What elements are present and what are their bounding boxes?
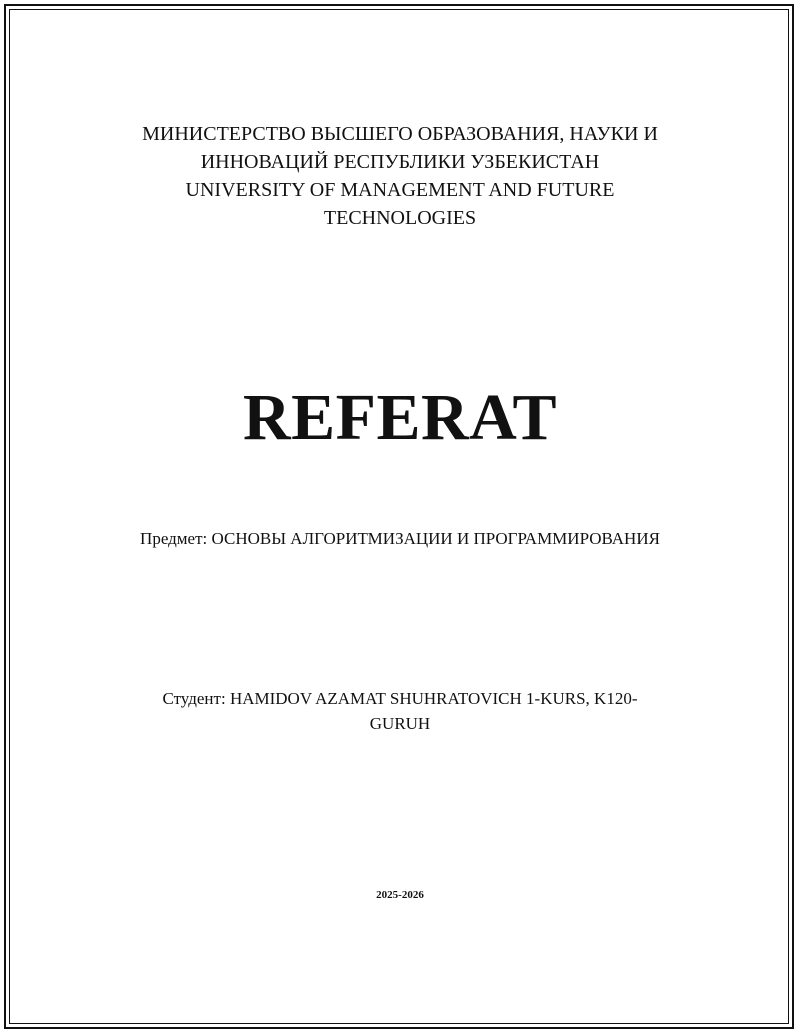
student-value-line-1: HAMIDOV AZAMAT SHUHRATOVICH 1-KURS, K120-: [229, 689, 638, 708]
student-value-line-2: GURUH: [369, 714, 431, 733]
student-block: [0, 686, 800, 736]
institution-header: [0, 120, 800, 232]
subject-value: ОСНОВЫ АЛГОРИТМИЗАЦИИ И ПРОГРАММИРОВАНИЯ: [211, 529, 660, 548]
subject-line: [0, 527, 800, 551]
subject-label: Предмет:: [140, 529, 208, 548]
student-label: Студент:: [162, 689, 226, 708]
header-line-3: UNIVERSITY OF MANAGEMENT AND FUTURE: [185, 179, 615, 201]
header-line-1: МИНИСТЕРСТВО ВЫСШЕГО ОБРАЗОВАНИЯ, НАУКИ И: [142, 123, 658, 145]
academic-year: 2025-2026: [376, 889, 424, 901]
student-line-1: [0, 686, 800, 711]
document-title: REFERAT: [243, 381, 557, 454]
header-line-2: ИННОВАЦИЙ РЕСПУБЛИКИ УЗБЕКИСТАН: [200, 151, 600, 173]
header-line-4: TECHNOLOGIES: [323, 207, 477, 229]
